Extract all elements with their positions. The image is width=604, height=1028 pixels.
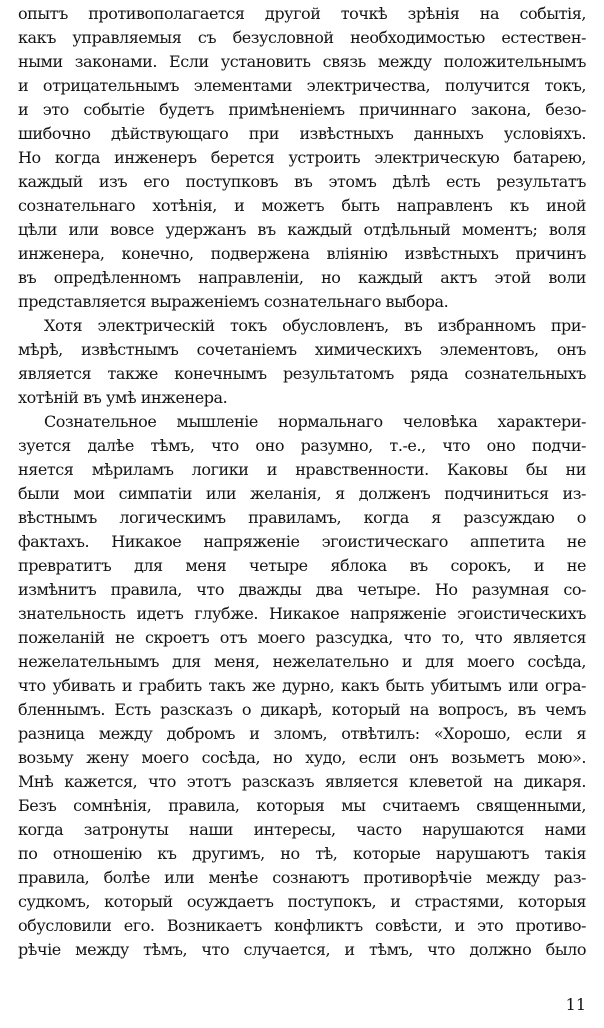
text-line: превратитъ для меня четыре яблока въ сорокъ, и не <box>18 556 586 575</box>
text-line: были мои симпатіи или желанія, я долженъ подчиниться из- <box>18 484 586 503</box>
text-line: по отношенію къ другимъ, но тѣ, которые нарушаютъ такія <box>18 844 586 863</box>
text-line: какъ управляемыя съ безусловной необходимостью естествен- <box>18 28 586 47</box>
text-line: опытъ противополагается другой точкѣ зрѣнія на событія, <box>18 4 586 23</box>
text-line: разница между добромъ и зломъ, отвѣтилъ: «Хорошо, если я <box>18 724 586 743</box>
text-line: пожеланій не скроетъ отъ моего разсудка, что то, что является <box>18 628 586 647</box>
body-text <box>18 2 586 962</box>
text-line: Мнѣ кажется, что этотъ разсказъ является клеветой на дикаря. <box>18 772 586 791</box>
text-line: Безъ сомнѣнія, правила, которыя мы считаемъ священными, <box>18 796 586 815</box>
text-line: инженера, конечно, подвержена вліянію извѣстныхъ причинъ <box>18 244 586 263</box>
text-line: возьму жену моего сосѣда, но худо, если онъ возьметъ мою». <box>18 748 586 767</box>
text-line: ными законами. Если установить связь между положительнымъ <box>18 52 586 71</box>
paragraph <box>18 314 586 410</box>
text-line: что убивать и грабить такъ же дурно, какъ быть убитымъ или огра- <box>18 676 586 695</box>
text-line: бленнымъ. Есть разсказъ о дикарѣ, который на вопросъ, въ чемъ <box>18 700 586 719</box>
text-line: и отрицательнымъ элементами электричества, получится токъ, <box>18 76 586 95</box>
text-line: и это событіе будетъ примѣненіемъ причиннаго закона, безо- <box>18 100 586 119</box>
text-line: когда затронуты наши интересы, часто нарушаются нами <box>18 820 586 839</box>
text-line: шибочно дѣйствующаго при извѣстныхъ данныхъ условіяхъ. <box>18 124 586 143</box>
page-number: 11 <box>565 995 586 1014</box>
text-line: является также конечнымъ результатомъ ряда сознательныхъ <box>18 364 586 383</box>
text-line: няется мѣриламъ логики и нравственности. Каковы бы ни <box>18 460 586 479</box>
paragraph <box>18 410 586 962</box>
text-line: обусловили его. Возникаетъ конфликтъ совѣсти, и это противо- <box>18 916 586 935</box>
text-line: представляется выраженіемъ сознательнаго выбора. <box>18 292 449 311</box>
text-line: Сознательное мышленіе нормальнаго человѣка характери- <box>44 412 586 431</box>
text-line: зуется далѣе тѣмъ, что оно разумно, т.-е., что оно подчи- <box>18 436 586 455</box>
text-line: вѣстнымъ логическимъ правиламъ, когда я разсуждаю о <box>18 508 586 527</box>
text-line: мѣрѣ, извѣстнымъ сочетаніемъ химическихъ элементовъ, онъ <box>18 340 586 359</box>
paragraph <box>18 2 586 314</box>
text-line: знательность идетъ глубже. Никакое напряженіе эгоистическихъ <box>18 604 586 623</box>
text-line: каждый изъ его поступковъ въ этомъ дѣлѣ есть результатъ <box>18 172 586 191</box>
text-line: Хотя электрическій токъ обусловленъ, въ избранномъ при- <box>44 316 586 335</box>
text-line: судкомъ, который осуждаетъ поступокъ, и страстями, которыя <box>18 892 586 911</box>
text-line: Но когда инженеръ берется устроить электрическую батарею, <box>18 148 586 167</box>
text-line: правила, болѣе или менѣе сознаютъ противорѣчіе между раз- <box>18 868 586 887</box>
text-line: хотѣній въ умѣ инженера. <box>18 388 228 407</box>
text-line: цѣли или вовсе удержанъ въ каждый отдѣльный моментъ; воля <box>18 220 586 239</box>
text-line: фактахъ. Никакое напряженіе эгоистическаго аппетита не <box>18 532 586 551</box>
text-line: измѣнитъ правила, что дважды два четыре. Но разумная со- <box>18 580 586 599</box>
text-line: нежелательнымъ для меня, нежелательно и для моего сосѣда, <box>18 652 586 671</box>
text-line: рѣчіе между тѣмъ, что случается, и тѣмъ, что должно было <box>18 940 586 959</box>
text-line: въ опредѣленномъ направленіи, но каждый актъ этой воли <box>18 268 586 287</box>
text-line: сознательнаго хотѣнія, и можетъ быть направленъ къ иной <box>18 196 586 215</box>
